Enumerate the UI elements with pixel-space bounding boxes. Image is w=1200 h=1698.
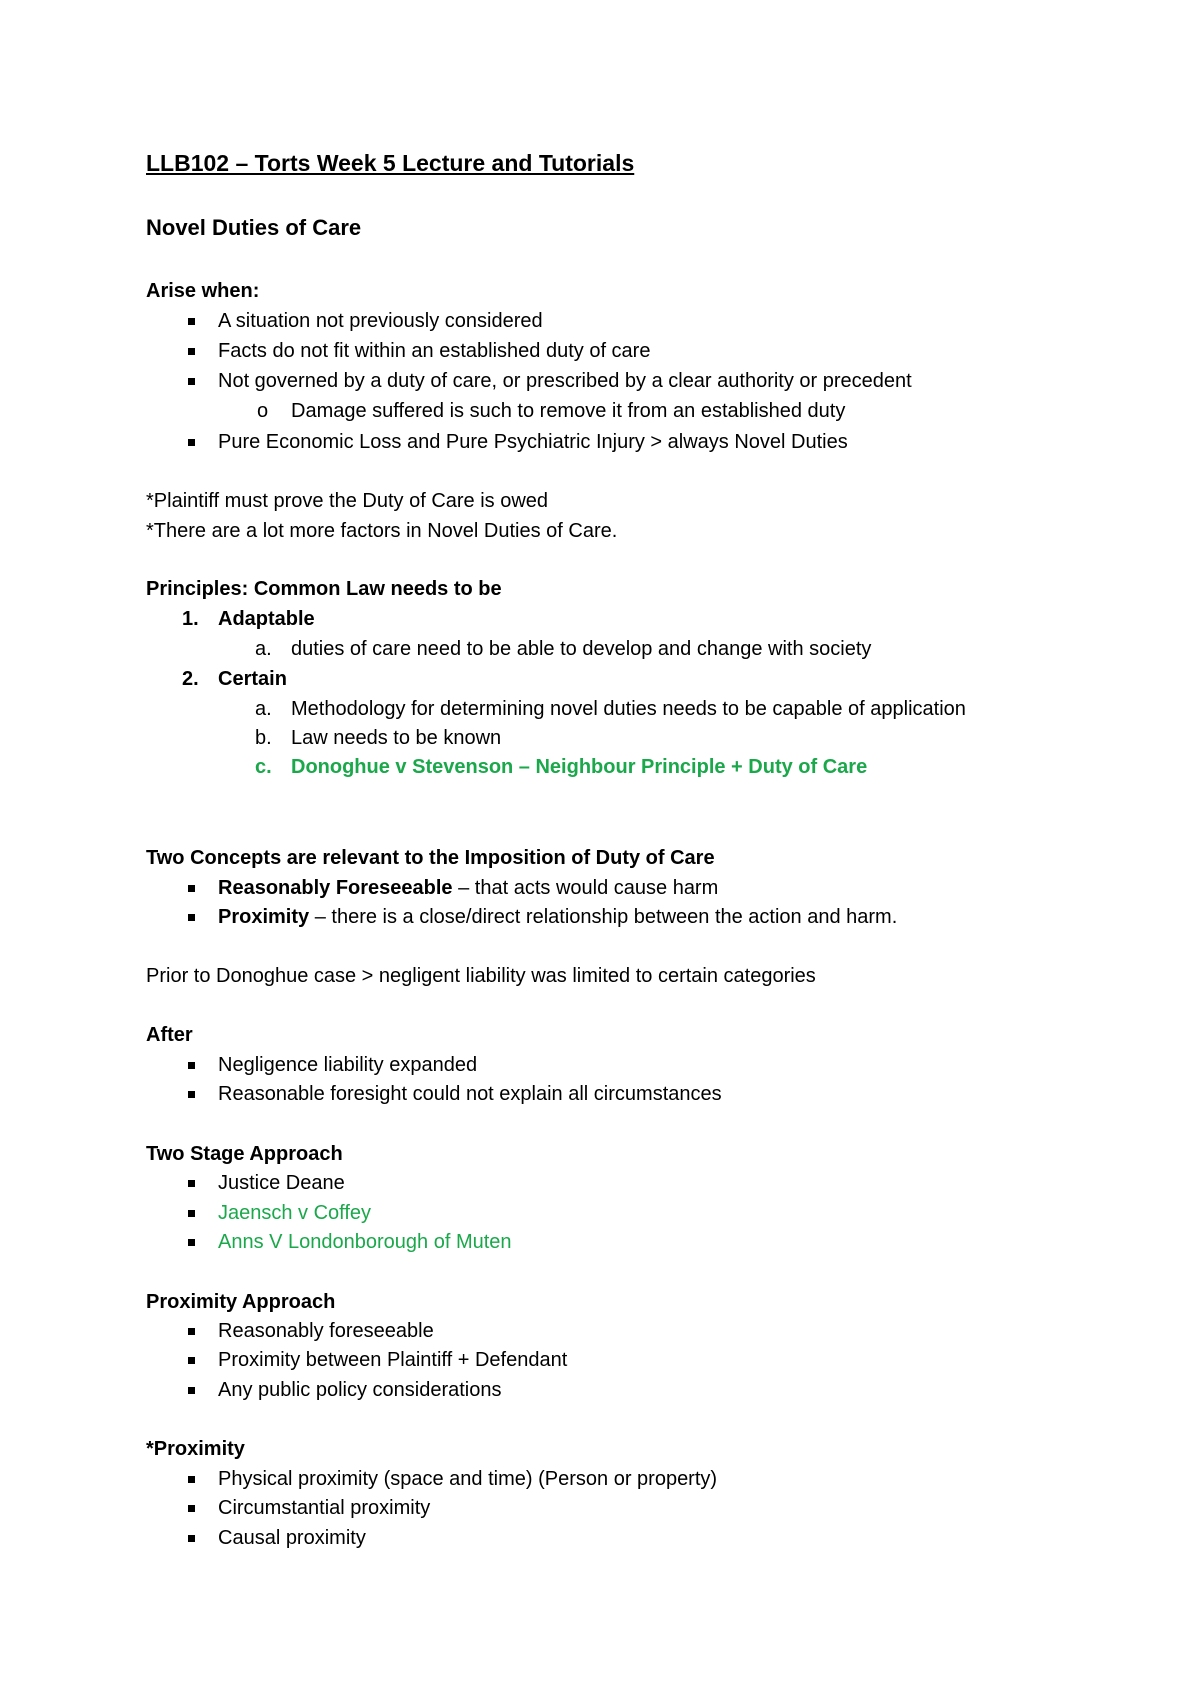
bullet-icon <box>188 348 195 355</box>
bullet-icon <box>188 885 195 892</box>
after-label: After <box>146 1024 193 1046</box>
list-item: Any public policy considerations <box>218 1377 502 1403</box>
list-item: Reasonable foresight could not explain all circumstances <box>218 1081 722 1107</box>
bullet-icon <box>188 439 195 446</box>
two-stage-label: Two Stage Approach <box>146 1143 343 1165</box>
case-citation: Anns V Londonborough of Muten <box>218 1229 512 1255</box>
list-item: Reasonably Foreseeable – that acts would cause harm <box>218 875 718 901</box>
numbered-item: 1. Adaptable <box>182 608 315 630</box>
principles-label: Principles: Common Law needs to be <box>146 578 502 600</box>
bullet-icon <box>188 1505 195 1512</box>
list-item: Circumstantial proximity <box>218 1495 430 1521</box>
list-item: Justice Deane <box>218 1170 345 1196</box>
note-line: *Plaintiff must prove the Duty of Care is owed <box>146 490 549 512</box>
list-item: Proximity – there is a close/direct relationship between the action and harm. <box>218 904 897 930</box>
document-title: LLB102 – Torts Week 5 Lecture and Tutorials <box>146 150 635 176</box>
circle-bullet-icon: o <box>257 400 269 422</box>
sub-list-item: o Damage suffered is such to remove it from an established duty <box>257 400 846 422</box>
list-item: Causal proximity <box>218 1525 366 1551</box>
concepts-label: Two Concepts are relevant to the Imposition of Duty of Care <box>146 847 715 869</box>
bullet-icon <box>188 1387 195 1394</box>
bullet-icon <box>188 1210 195 1217</box>
list-item: Reasonably foreseeable <box>218 1318 434 1344</box>
bullet-icon <box>188 1091 195 1098</box>
bullet-icon <box>188 914 195 921</box>
bullet-icon <box>188 1062 195 1069</box>
list-item: Negligence liability expanded <box>218 1052 477 1078</box>
case-citation: c. Donoghue v Stevenson – Neighbour Principle + Duty of Care <box>255 756 868 778</box>
bullet-icon <box>188 1328 195 1335</box>
list-item: Proximity between Plaintiff + Defendant <box>218 1347 567 1373</box>
bullet-icon <box>188 378 195 385</box>
list-item: A situation not previously considered <box>218 308 543 334</box>
bullet-icon <box>188 1357 195 1364</box>
list-item: Physical proximity (space and time) (Person or property) <box>218 1466 717 1492</box>
arise-label: Arise when: <box>146 280 260 302</box>
list-item: Not governed by a duty of care, or prescribed by a clear authority or precedent <box>218 368 912 394</box>
section-heading: Novel Duties of Care <box>146 215 362 240</box>
note-line: *There are a lot more factors in Novel Duties of Care. <box>146 520 618 542</box>
lettered-item: a. Methodology for determining novel duties needs to be capable of application <box>255 698 966 720</box>
list-item: Facts do not fit within an established duty of care <box>218 338 650 364</box>
bullet-icon <box>188 318 195 325</box>
lettered-item: b. Law needs to be known <box>255 727 502 749</box>
bullet-icon <box>188 1239 195 1246</box>
bullet-icon <box>188 1535 195 1542</box>
prior-text: Prior to Donoghue case > negligent liability was limited to certain categories <box>146 965 816 987</box>
proximity-approach-label: Proximity Approach <box>146 1291 336 1313</box>
lettered-item: a. duties of care need to be able to develop and change with society <box>255 638 872 660</box>
numbered-item: 2. Certain <box>182 668 287 690</box>
list-item: Pure Economic Loss and Pure Psychiatric Injury > always Novel Duties <box>218 429 848 455</box>
case-citation: Jaensch v Coffey <box>218 1200 371 1226</box>
proximity-label: *Proximity <box>146 1438 245 1460</box>
bullet-icon <box>188 1180 195 1187</box>
bullet-icon <box>188 1476 195 1483</box>
